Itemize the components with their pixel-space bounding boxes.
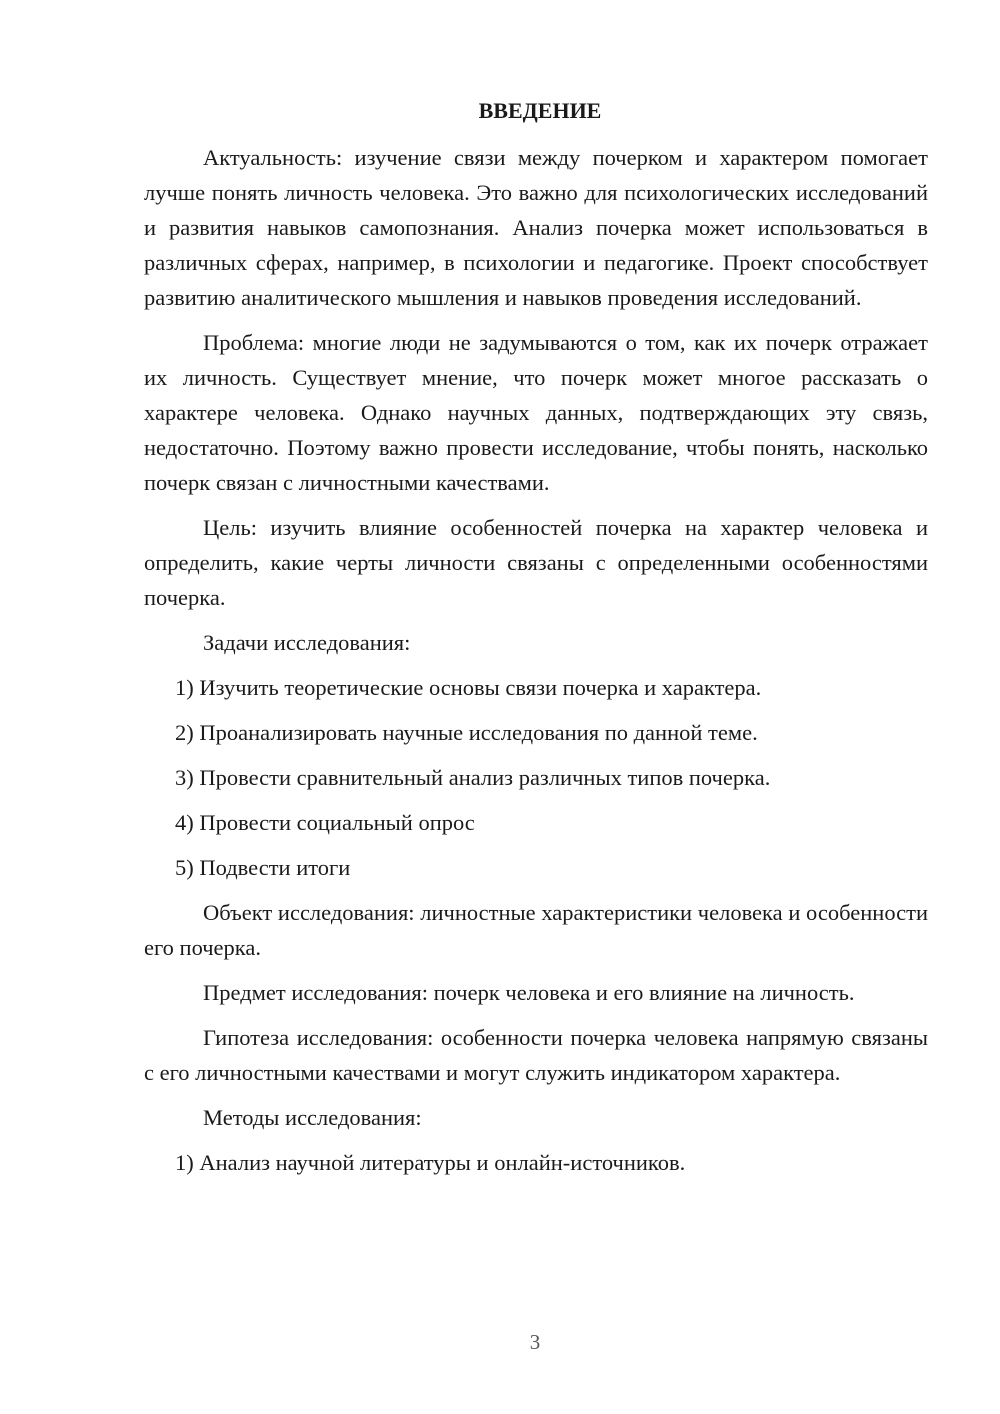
problem-paragraph: Проблема: многие люди не задумываются о том, как их почерк отражает их личность. Существует мнение, что почерк может многое рассказать о характере человека. Однако научных данных, подтверждающих эту связь, недостаточно. Поэтому важно провести исследование, чтобы понять, насколько почерк связан с личностными качествами. [144, 330, 928, 495]
task-item: 4) Провести социальный опрос [175, 810, 475, 835]
goal-paragraph: Цель: изучить влияние особенностей почерка на характер человека и определить, какие черты личности связаны с определенными особенностями почерка. [144, 515, 928, 610]
methods-label: Методы исследования: [203, 1105, 422, 1130]
document-page [144, 93, 928, 1190]
relevance-paragraph: Актуальность: изучение связи между почерком и характером помогает лучше понять личность человека. Это важно для психологических исследований и развития навыков самопознания. Анализ почерка может использоваться в различных сферах, например, в психологии и педагогике. Проект способствует развитию аналитического мышления и навыков проведения исследований. [144, 145, 928, 310]
task-item: 3) Провести сравнительный анализ различных типов почерка. [175, 765, 771, 790]
hypothesis-paragraph: Гипотеза исследования: особенности почерка человека напрямую связаны с его личностными качествами и могут служить индикатором характера. [144, 1025, 928, 1085]
page-number: 3 [529, 1330, 541, 1354]
method-item: 1) Анализ научной литературы и онлайн-источников. [175, 1150, 686, 1175]
task-item: 5) Подвести итоги [175, 855, 351, 880]
tasks-label: Задачи исследования: [203, 630, 411, 655]
task-item: 2) Проанализировать научные исследования по данной теме. [175, 720, 758, 745]
section-title: ВВЕДЕНИЕ [478, 98, 602, 123]
subject-paragraph: Предмет исследования: почерк человека и его влияние на личность. [203, 980, 855, 1005]
task-item: 1) Изучить теоретические основы связи почерка и характера. [175, 675, 762, 700]
object-paragraph: Объект исследования: личностные характеристики человека и особенности его почерка. [144, 900, 928, 960]
